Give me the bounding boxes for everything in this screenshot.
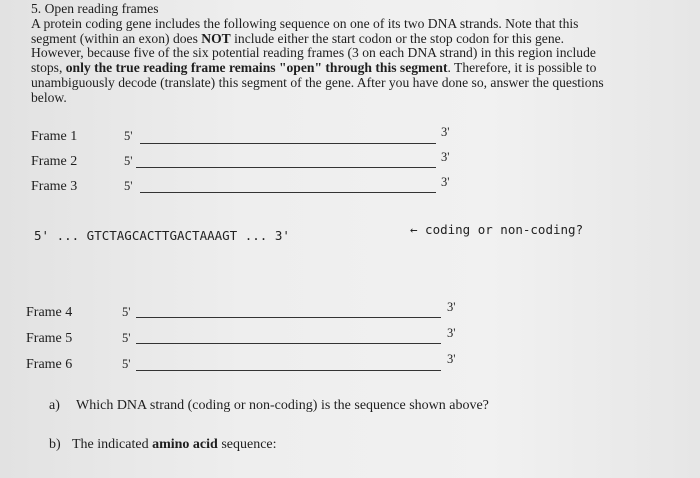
frame-3-three-prime: 3' xyxy=(441,175,450,189)
emphasis-amino-acid: amino acid xyxy=(152,437,218,452)
problem-text xyxy=(31,2,691,106)
frame-1-three-prime: 3' xyxy=(441,125,450,139)
frame-2-label: Frame 2 xyxy=(31,154,78,169)
frame-4-answer-line[interactable] xyxy=(136,317,441,318)
frame-5-answer-line[interactable] xyxy=(136,343,441,344)
frame-3-five-prime: 5' xyxy=(124,179,133,193)
frame-4-label: Frame 4 xyxy=(26,305,73,320)
frame-6-label: Frame 6 xyxy=(26,357,73,372)
problem-line-4: stops, only the true reading frame remains "open" through this segment. Therefore, it is possible to xyxy=(31,60,597,76)
frame-4-five-prime: 5' xyxy=(122,305,131,319)
frame-2-three-prime: 3' xyxy=(441,150,450,164)
frame-2-five-prime: 5' xyxy=(124,154,133,168)
frame-1-label: Frame 1 xyxy=(31,129,78,144)
dna-sequence: 5' ... GTCTAGCACTTGACTAAAGT ... 3' xyxy=(34,228,290,243)
frame-1-five-prime: 5' xyxy=(124,129,133,143)
frame-6-answer-line[interactable] xyxy=(136,370,441,371)
coding-prompt: ← coding or non-coding? xyxy=(410,222,584,237)
problem-line-3: However, because five of the six potential reading frames (3 on each DNA strand) in this region include xyxy=(31,45,596,61)
frame-2-answer-line[interactable] xyxy=(136,167,436,168)
question-b-marker: b) xyxy=(49,437,61,452)
question-a-text: Which DNA strand (coding or non-coding) is the sequence shown above? xyxy=(76,398,489,413)
problem-line-2: segment (within an exon) does NOT include either the start codon or the stop codon for this gene. xyxy=(31,30,565,46)
frame-6-five-prime: 5' xyxy=(122,357,131,371)
frame-5-five-prime: 5' xyxy=(122,331,131,345)
emphasis-open-frame: only the true reading frame remains "open" through this segment xyxy=(65,60,448,76)
frame-6-three-prime: 3' xyxy=(447,352,456,366)
frame-3-answer-line[interactable] xyxy=(140,192,436,193)
problem-line-6: below. xyxy=(31,89,67,105)
question-a-marker: a) xyxy=(49,398,60,413)
problem-line-1: A protein coding gene includes the following sequence on one of its two DNA strands. Note that this xyxy=(31,15,579,31)
emphasis-not: NOT xyxy=(201,30,231,46)
frame-4-three-prime: 3' xyxy=(447,300,456,314)
frame-3-label: Frame 3 xyxy=(31,179,78,194)
frame-5-label: Frame 5 xyxy=(26,331,73,346)
frame-5-three-prime: 3' xyxy=(447,326,456,340)
problem-heading: 5. Open reading frames xyxy=(31,1,159,16)
frame-1-answer-line[interactable] xyxy=(140,143,436,144)
question-b-text: The indicated amino acid sequence: xyxy=(72,437,277,452)
problem-line-5: unambiguously decode (translate) this segment of the gene. After you have done so, answer the questions xyxy=(31,74,604,90)
